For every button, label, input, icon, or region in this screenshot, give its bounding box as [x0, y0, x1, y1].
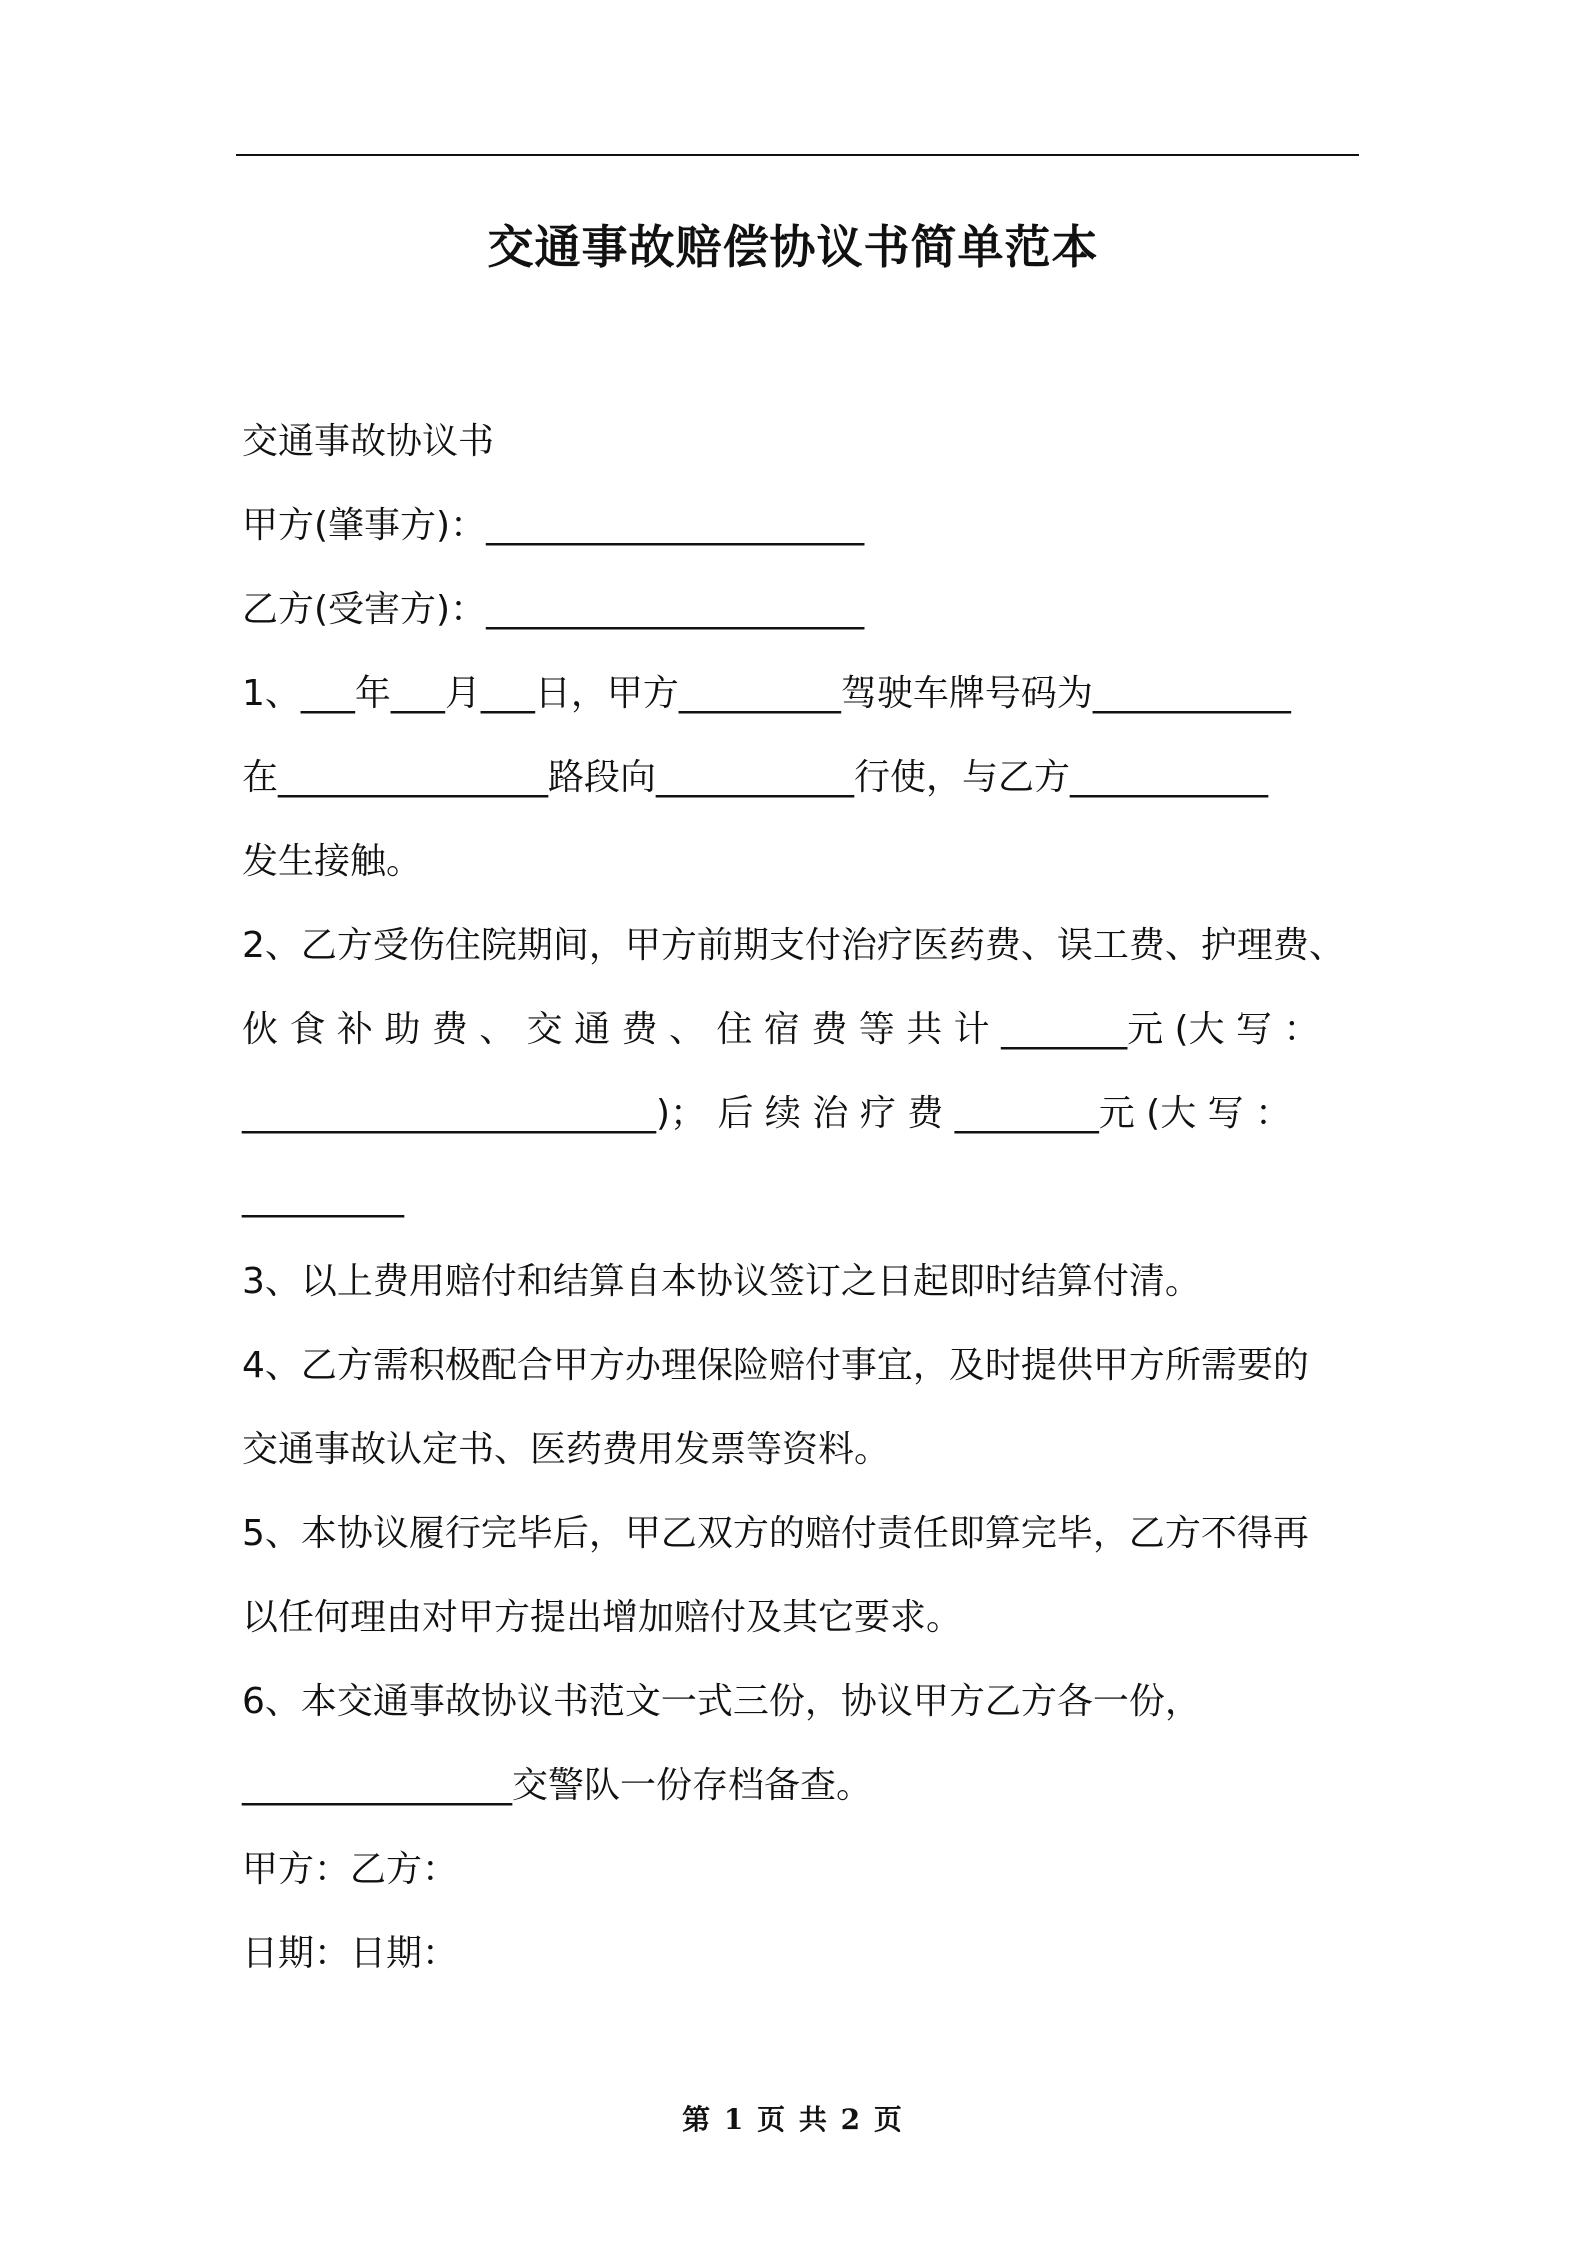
clause-4-line-2: 交通事故认定书、医药费用发票等资料。: [242, 1429, 891, 1470]
header-divider: [236, 154, 1359, 156]
document-title: 交通事故赔偿协议书简单范本: [487, 220, 1099, 274]
clause-1-line-1: 1、___年___月___日，甲方_________驾驶车牌号码为___________: [242, 673, 1291, 714]
page-number: 第 1 页 共 2 页: [682, 2103, 904, 2136]
signature-line: 甲方：乙方：: [242, 1849, 459, 1890]
clause-3-line-1: 3、以上费用赔付和结算自本协议签订之日起即时结算付清。: [242, 1261, 1201, 1302]
clause-2-line-4: _________: [242, 1177, 404, 1218]
clause-6-line-2: _______________交警队一份存档备查。: [242, 1765, 873, 1806]
clause-2-line-2: 伙 食 补 助 费 、 交 通 费 、 住 宿 费 等 共 计 _______元 (大 写 ：: [242, 1009, 1320, 1050]
clause-2-line-3: _______________________)； 后 续 治 疗 费 ________元 (大 写 ：: [242, 1093, 1292, 1134]
document-body: [242, 400, 1362, 1996]
clause-5-line-1: 5、本协议履行完毕后，甲乙双方的赔付责任即算完毕，乙方不得再: [242, 1513, 1309, 1554]
clause-2-line-1: 2、乙方受伤住院期间，甲方前期支付治疗医药费、误工费、护理费、: [242, 925, 1345, 966]
clause-1-line-2: 在_______________路段向___________行使，与乙方___________: [242, 757, 1269, 798]
clause-4-line-1: 4、乙方需积极配合甲方办理保险赔付事宜，及时提供甲方所需要的: [242, 1345, 1309, 1386]
clause-1-line-3: 发生接触。: [242, 841, 423, 882]
party-b-line: 乙方(受害方)：_____________________: [242, 589, 865, 630]
date-line: 日期：日期：: [242, 1933, 459, 1974]
clause-5-line-2: 以任何理由对甲方提出增加赔付及其它要求。: [242, 1597, 963, 1638]
party-a-line: 甲方(肇事方)：_____________________: [242, 505, 865, 546]
clause-6-line-1: 6、本交通事故协议书范文一式三份，协议甲方乙方各一份，: [242, 1681, 1201, 1722]
agreement-heading: 交通事故协议书: [242, 421, 495, 462]
